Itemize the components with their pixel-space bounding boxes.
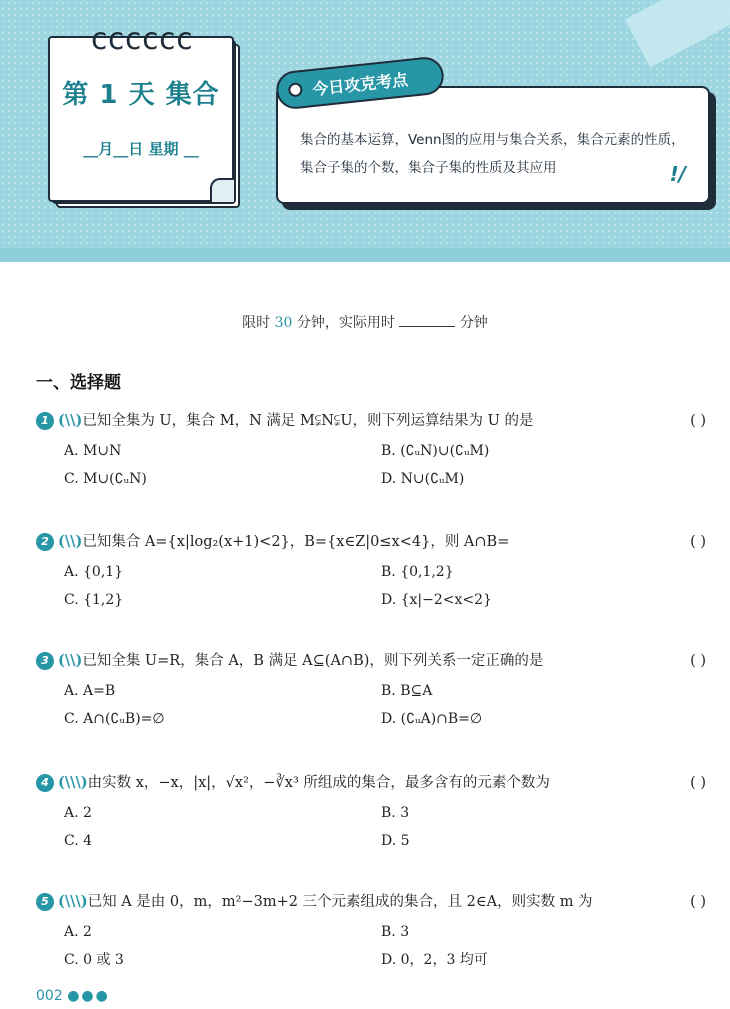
options xyxy=(36,678,706,734)
page-fold-corner xyxy=(210,178,234,202)
day-notepad xyxy=(48,22,234,202)
answer-paren[interactable]: ( ) xyxy=(690,775,706,791)
options xyxy=(36,559,706,615)
option-a[interactable]: A. {0,1} xyxy=(64,564,124,580)
question-number-badge: 3 xyxy=(36,652,54,670)
question-stem-line xyxy=(36,408,706,434)
answer-paren[interactable]: ( ) xyxy=(690,413,706,429)
page-number: 002 xyxy=(36,988,63,1004)
question-stem: 已知全集 U=R，集合 A，B 满足 A⊆(A∩B)，则下列关系一定正确的是 xyxy=(82,653,544,669)
option-d[interactable]: D. {x|−2<x<2} xyxy=(381,592,492,608)
question-stem-line xyxy=(36,648,706,674)
option-a[interactable]: A. M∪N xyxy=(64,443,122,459)
time-limit-middle: 分钟，实际用时 xyxy=(296,315,395,331)
question-1 xyxy=(36,408,706,494)
difficulty-marker: (\\) xyxy=(58,412,83,429)
section-title: 一、选择题 xyxy=(36,373,121,393)
option-d[interactable]: D. 0，2，3 均可 xyxy=(381,952,488,968)
option-b[interactable]: B. B⊆A xyxy=(381,683,433,699)
time-limit-minutes: 30 xyxy=(274,315,293,331)
option-d[interactable]: D. 5 xyxy=(381,833,410,849)
question-number-badge: 4 xyxy=(36,774,54,792)
option-c[interactable]: C. {1,2} xyxy=(64,592,124,608)
footer-dots: ●●● xyxy=(67,988,110,1004)
question-stem: 已知全集为 U，集合 M，N 满足 M⫋N⫋U，则下列运算结果为 U 的是 xyxy=(82,413,534,429)
options xyxy=(36,919,706,975)
question-stem: 已知 A 是由 0，m，m²−3m+2 三个元素组成的集合，且 2∈A，则实数 m 为 xyxy=(87,894,593,910)
header-bottom-strip xyxy=(0,248,730,262)
question-stem-line xyxy=(36,770,706,796)
question-5 xyxy=(36,889,706,975)
page-footer xyxy=(36,988,110,1004)
question-stem-line xyxy=(36,889,706,915)
difficulty-marker: (\\) xyxy=(58,533,83,550)
time-limit-suffix: 分钟 xyxy=(459,315,488,331)
question-number-badge: 2 xyxy=(36,533,54,551)
time-limit-line xyxy=(0,312,730,332)
option-d[interactable]: D. N∪(∁ᵤM) xyxy=(381,471,465,487)
notepad-rings: cccccc xyxy=(89,22,193,57)
question-3 xyxy=(36,648,706,734)
page-header-banner xyxy=(0,0,730,262)
day-title: 第 1 天 集合 xyxy=(62,80,220,110)
option-c[interactable]: C. 4 xyxy=(64,833,93,849)
option-a[interactable]: A. 2 xyxy=(64,924,92,940)
option-b[interactable]: B. 3 xyxy=(381,924,410,940)
option-a[interactable]: A. 2 xyxy=(64,805,92,821)
difficulty-marker: (\\) xyxy=(58,652,83,669)
answer-paren[interactable]: ( ) xyxy=(690,653,706,669)
option-a[interactable]: A. A=B xyxy=(64,683,116,699)
option-b[interactable]: B. {0,1,2} xyxy=(381,564,454,580)
key-points-text: 集合的基本运算，Venn图的应用与集合关系，集合元素的性质，集合子集的个数，集合子集的性质及其应用 xyxy=(300,132,685,176)
bullet-icon xyxy=(288,82,303,97)
option-c[interactable]: C. 0 或 3 xyxy=(64,952,124,968)
options xyxy=(36,438,706,494)
key-points-tag-label: 今日攻克考点 xyxy=(311,69,409,99)
answer-paren[interactable]: ( ) xyxy=(690,894,706,910)
date-fill-line: __月__日 星期 __ xyxy=(83,140,199,158)
time-limit-prefix: 限时 xyxy=(242,315,271,331)
question-2 xyxy=(36,529,706,615)
option-b[interactable]: B. 3 xyxy=(381,805,410,821)
option-c[interactable]: C. M∪(∁ᵤN) xyxy=(64,471,147,487)
option-c[interactable]: C. A∩(∁ᵤB)=∅ xyxy=(64,711,165,727)
answer-paren[interactable]: ( ) xyxy=(690,534,706,550)
difficulty-marker: (\\\) xyxy=(58,893,88,910)
question-number-badge: 5 xyxy=(36,893,54,911)
question-stem: 由实数 x，−x，|x|，√x²，−∛x³ 所组成的集合，最多含有的元素个数为 xyxy=(87,775,550,791)
exclamation-icon: !/ xyxy=(669,162,686,186)
question-number-badge: 1 xyxy=(36,412,54,430)
option-b[interactable]: B. (∁ᵤN)∪(∁ᵤM) xyxy=(381,443,490,459)
difficulty-marker: (\\\) xyxy=(58,774,88,791)
option-d[interactable]: D. (∁ᵤA)∩B=∅ xyxy=(381,711,483,727)
question-stem-line xyxy=(36,529,706,555)
question-stem: 已知集合 A={x|log₂(x+1)<2}，B={x∈Z|0≤x<4}，则 A∩B= xyxy=(82,534,510,550)
time-used-blank[interactable] xyxy=(399,314,455,327)
question-4 xyxy=(36,770,706,856)
options xyxy=(36,800,706,856)
decorative-tape xyxy=(625,0,730,67)
